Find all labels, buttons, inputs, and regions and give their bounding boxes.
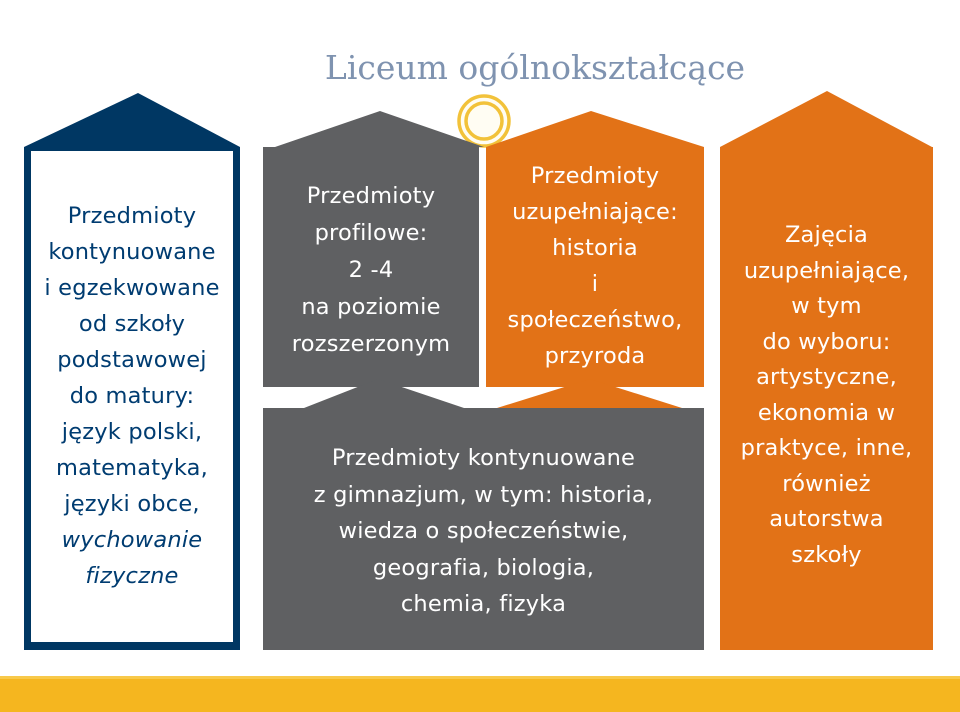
floor-bar — [0, 676, 960, 712]
activities-line: również — [782, 470, 871, 497]
continued-line: chemia, fizyka — [400, 591, 567, 617]
continued-line: Przedmioty kontynuowane — [331, 445, 636, 471]
core-line: język polski, — [61, 419, 203, 445]
supplementary-line: historia — [552, 235, 638, 261]
activities-line: uzupełniające, — [743, 257, 910, 284]
double-ring-icon — [459, 96, 509, 146]
continued-line: geografia, biologia, — [372, 554, 595, 581]
activities-line: szkoły — [791, 541, 862, 568]
core-line: matematyka, — [56, 455, 208, 481]
activities-line: praktyce, inne, — [740, 435, 913, 461]
supplementary-line: i — [591, 271, 599, 297]
supplementary-text — [486, 158, 704, 374]
core-line: od szkoły — [78, 311, 186, 337]
profile-line: Przedmioty — [306, 183, 436, 209]
core-line-italic: fizyczne — [85, 563, 179, 589]
continued-text — [263, 440, 704, 623]
activities-text — [720, 218, 933, 573]
supplementary-line: społeczeństwo, — [507, 307, 683, 333]
core-line: i egzekwowane — [44, 275, 220, 301]
supplementary-line: przyroda — [544, 343, 646, 369]
continued-line: z gimnazjum, w tym: historia, — [313, 481, 654, 508]
profile-line: na poziomie — [301, 294, 441, 320]
profile-line: 2 -4 — [348, 257, 394, 283]
page-title: Liceum ogólnokształcące — [324, 48, 746, 87]
continued-line: wiedza o społeczeństwie, — [338, 518, 629, 544]
profile-line: profilowe: — [314, 220, 428, 246]
activities-line: do wyboru: — [762, 328, 891, 355]
core-line-italic: wychowanie — [61, 527, 203, 553]
core-line: do matury: — [69, 383, 195, 409]
floor-bar-highlight — [0, 676, 960, 679]
activities-line: artystyczne, — [756, 364, 897, 390]
core-line: języki obce, — [64, 491, 200, 517]
activities-line: w tym — [791, 293, 862, 319]
activities-line: ekonomia w — [757, 399, 896, 426]
core-line: kontynuowane — [48, 239, 216, 265]
supplementary-line: uzupełniające: — [512, 199, 678, 225]
supplementary-line: Przedmioty — [530, 163, 660, 189]
core-line: podstawowej — [57, 347, 207, 373]
activities-line: Zajęcia — [784, 222, 869, 248]
profile-line: rozszerzonym — [291, 331, 451, 357]
activities-line: autorstwa — [769, 506, 884, 532]
profile-text — [263, 178, 479, 363]
core-text — [32, 198, 232, 594]
core-line: Przedmioty — [67, 203, 197, 229]
